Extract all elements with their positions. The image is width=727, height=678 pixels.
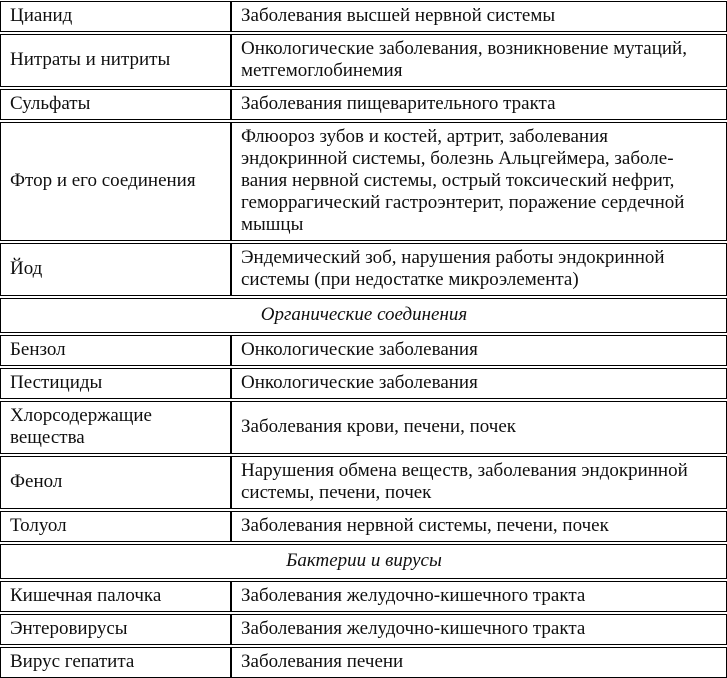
- substance-cell: [0, 614, 231, 645]
- effect-cell-text: Эндемический зоб, нарушения работы эндокринной системы (при недостатке микроэлемента): [241, 247, 665, 290]
- substance-cell: [0, 581, 231, 612]
- substance-cell-text: Фенол: [10, 471, 63, 492]
- table-row: [0, 34, 727, 87]
- substance-cell-text: Хлорсодержащие вещества: [10, 405, 152, 448]
- substance-cell: [0, 368, 231, 399]
- substance-cell-text: Йод: [10, 258, 43, 279]
- effect-cell-text: Заболевания высшей нервной системы: [241, 5, 556, 26]
- effect-cell: [231, 614, 727, 645]
- table-row: [0, 122, 727, 241]
- table-row: [0, 335, 727, 366]
- table-row: [0, 1, 727, 32]
- substance-cell: [0, 647, 231, 678]
- effect-cell: [231, 647, 727, 678]
- substance-cell: [0, 456, 231, 509]
- effect-cell-text: Заболевания пищеварительного тракта: [241, 93, 556, 114]
- section-header-row: [0, 298, 727, 333]
- substance-cell-text: Сульфаты: [10, 93, 91, 114]
- effect-cell: [231, 89, 727, 120]
- substance-cell-text: Цианид: [10, 5, 73, 26]
- effect-cell: [231, 1, 727, 32]
- table-row: [0, 456, 727, 509]
- effect-cell-text: Заболевания крови, печени, почек: [241, 416, 516, 437]
- effect-cell-text: Заболевания желудочно-кишечного тракта: [241, 585, 586, 606]
- effect-cell-text: Нарушения обмена веществ, заболевания эндокринной системы, печени, почек: [241, 460, 688, 503]
- table-row: [0, 368, 727, 399]
- substance-cell-text: Пестициды: [10, 372, 103, 393]
- substance-cell-text: Вирус гепатита: [10, 651, 135, 672]
- substance-cell: [0, 243, 231, 296]
- table-row: [0, 243, 727, 296]
- substance-cell: [0, 34, 231, 87]
- section-header-cell: [0, 298, 727, 333]
- effect-cell-text: Заболевания желудочно-кишечного тракта: [241, 618, 586, 639]
- substance-cell: [0, 511, 231, 542]
- effect-cell: [231, 122, 727, 241]
- table-row: [0, 511, 727, 542]
- substance-cell: [0, 401, 231, 454]
- section-label: Бактерии и вирусы: [286, 550, 442, 571]
- section-header-cell: [0, 544, 727, 579]
- section-label: Органические соединения: [260, 304, 468, 325]
- effect-cell: [231, 581, 727, 612]
- substance-cell-text: Кишечная палочка: [10, 585, 162, 606]
- effect-cell: [231, 335, 727, 366]
- effect-cell: [231, 511, 727, 542]
- substance-cell-text: Толуол: [10, 515, 67, 536]
- substance-cell: [0, 1, 231, 32]
- effect-cell-text: Онкологические заболевания: [241, 372, 478, 393]
- effect-cell-text: Заболевания нервной системы, печени, почек: [241, 515, 609, 536]
- effect-cell-text: Заболевания печени: [241, 651, 404, 672]
- section-header-row: [0, 544, 727, 579]
- substance-cell-text: Бензол: [10, 339, 66, 360]
- substance-cell: [0, 89, 231, 120]
- table-row: [0, 614, 727, 645]
- effect-cell: [231, 34, 727, 87]
- substance-cell-text: Фтор и его соединения: [10, 170, 196, 191]
- table-row: [0, 581, 727, 612]
- table-row: [0, 647, 727, 678]
- effect-cell: [231, 243, 727, 296]
- effect-cell: [231, 456, 727, 509]
- effect-cell: [231, 401, 727, 454]
- substance-cell-text: Энтеровирусы: [10, 618, 128, 639]
- effect-cell-text: Онкологические заболевания, возникновение мутаций, метгемоглобинемия: [241, 38, 687, 81]
- effect-cell-text: Онкологические заболевания: [241, 339, 478, 360]
- substance-cell: [0, 335, 231, 366]
- table-row: [0, 401, 727, 454]
- substance-cell-text: Нитраты и нитриты: [10, 49, 171, 70]
- substance-cell: [0, 122, 231, 241]
- table-row: [0, 89, 727, 120]
- effect-cell-text: Флюороз зубов и костей, артрит, заболевания эндокринной системы, болезнь Альцгеймера, заболе-вания нервной системы, острый токсический нефрит, геморрагический гастроэнтерит, поражение сердечной мышцы: [241, 126, 685, 235]
- effect-cell: [231, 368, 727, 399]
